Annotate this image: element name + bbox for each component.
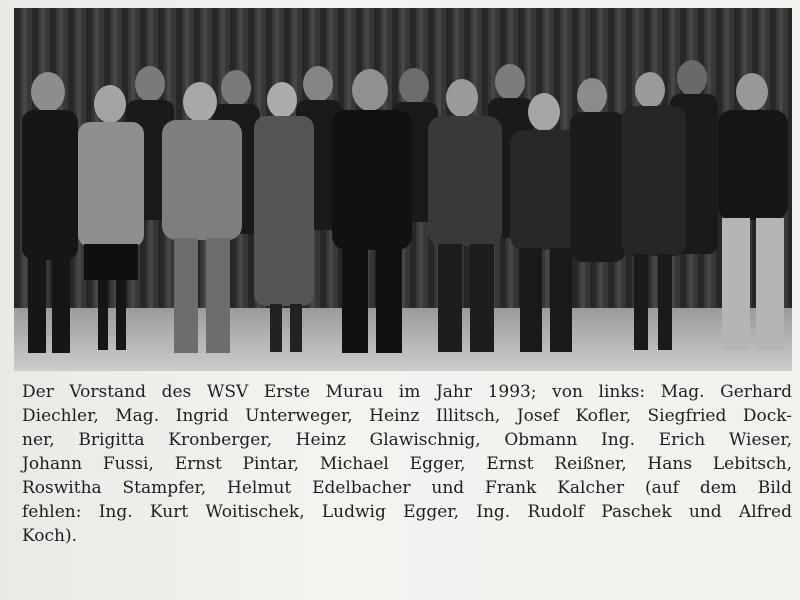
caption-line: Koch). (22, 526, 77, 546)
group-photo-illustration (14, 8, 792, 371)
caption-line: fehlen: Ing. Kurt Woitischek, Ludwig Egger, Ing. Rudolf Paschek und Alfred (22, 502, 792, 522)
caption-line: Roswitha Stampfer, Helmut Edelbacher und Frank Kalcher (auf dem Bild (22, 478, 792, 498)
caption-line: Der Vorstand des WSV Erste Murau im Jahr 1993; von links: Mag. Gerhard (22, 382, 792, 402)
photo-caption (22, 380, 792, 548)
caption-line: Diechler, Mag. Ingrid Unterweger, Heinz Illitsch, Josef Kofler, Siegfried Dock- (22, 406, 792, 426)
group-photo (14, 8, 792, 371)
caption-line: Johann Fussi, Ernst Pintar, Michael Egger, Ernst Reißner, Hans Lebitsch, (22, 454, 792, 474)
floor (14, 308, 792, 371)
caption-line: ner, Brigitta Kronberger, Heinz Glawischnig, Obmann Ing. Erich Wieser, (22, 430, 792, 450)
